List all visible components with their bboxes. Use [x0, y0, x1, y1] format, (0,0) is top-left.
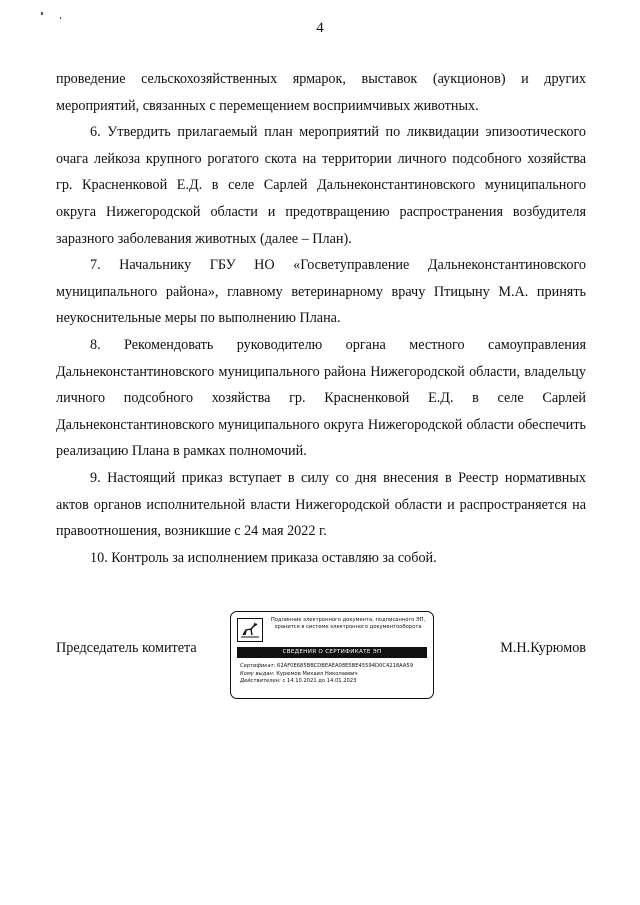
paragraph-8: 8. Рекомендовать руководителю органа местного самоуправления Дальнеконстантиновского муниципального района Нижегородской области, владельцу личного подсобного хозяйства гр. Красненковой Е.Д. в селе Сарлей Дальнеконстантиновского муниципального округа Нижегородской области обеспечить реализацию Плана в рамках полномочий.: [56, 336, 586, 460]
paragraph-10: 10. Контроль за исполнением приказа оставляю за собой.: [90, 549, 437, 566]
stamp-notice-line: хранится в системе электронного документооборота: [274, 624, 422, 630]
stamp-notice-line: Подлинник электронного документа, подписанного ЭП,: [270, 617, 426, 623]
paragraph-9: 9. Настоящий приказ вступает в силу со дня внесения в Реестр нормативных актов органов исполнительной власти Нижегородской области и распространяется на правоотношения, возникшие с 24 мая 2022 г.: [56, 469, 586, 540]
validity-value: с 14.10.2021 до 14.01.2023: [282, 678, 357, 684]
paragraph-7: 7. Начальнику ГБУ НО «Госветуправление Дальнеконстантиновского муниципального района», главному ветеринарному врачу Птицыну М.А. принять неукоснительные меры по выполнению Плана.: [56, 257, 586, 327]
stamp-header: СВЕДЕНИЯ О СЕРТИФИКАТЕ ЭП: [237, 647, 427, 658]
document-body: [56, 66, 586, 571]
certificate-details: [240, 663, 430, 686]
stamp-notice: [267, 617, 429, 631]
scan-speck: [60, 17, 61, 19]
paragraph-continuation: проведение сельскохозяйственных ярмарок, выставок (аукционов) и других мероприятий, связанных с перемещением восприимчивых животных.: [56, 71, 586, 114]
electronic-signature-stamp: [230, 611, 434, 699]
certificate-label: Сертификат:: [240, 663, 276, 669]
signatory-position: Председатель комитета: [56, 640, 197, 656]
certificate-row: [240, 663, 430, 671]
issued-to-row: [240, 671, 430, 679]
page-number: 4: [316, 20, 324, 36]
signatory-name: М.Н.Курюмов: [500, 640, 586, 656]
validity-row: [240, 678, 430, 686]
validity-label: Действителен:: [240, 678, 281, 684]
certificate-value: 62AF0E685BBCDBEAEA08E5BE45594D0C4218AA59: [277, 663, 413, 669]
coat-of-arms-icon: [237, 618, 263, 642]
paragraph-6: 6. Утвердить прилагаемый план мероприятий по ликвидации эпизоотического очага лейкоза крупного рогатого скота на территории личного подсобного хозяйства гр. Красненковой Е.Д. в селе Сарлей Дальнеконстантиновского муниципального округа Нижегородской области и предотвращению распространения возбудителя заразного заболевания животных (далее – План).: [56, 124, 586, 247]
issued-to-label: Кому выдан:: [240, 670, 275, 677]
issued-to-value: Курюмов Михаил Николаевич: [276, 670, 358, 677]
scan-speck: [41, 12, 43, 15]
signature-block: [56, 608, 586, 700]
